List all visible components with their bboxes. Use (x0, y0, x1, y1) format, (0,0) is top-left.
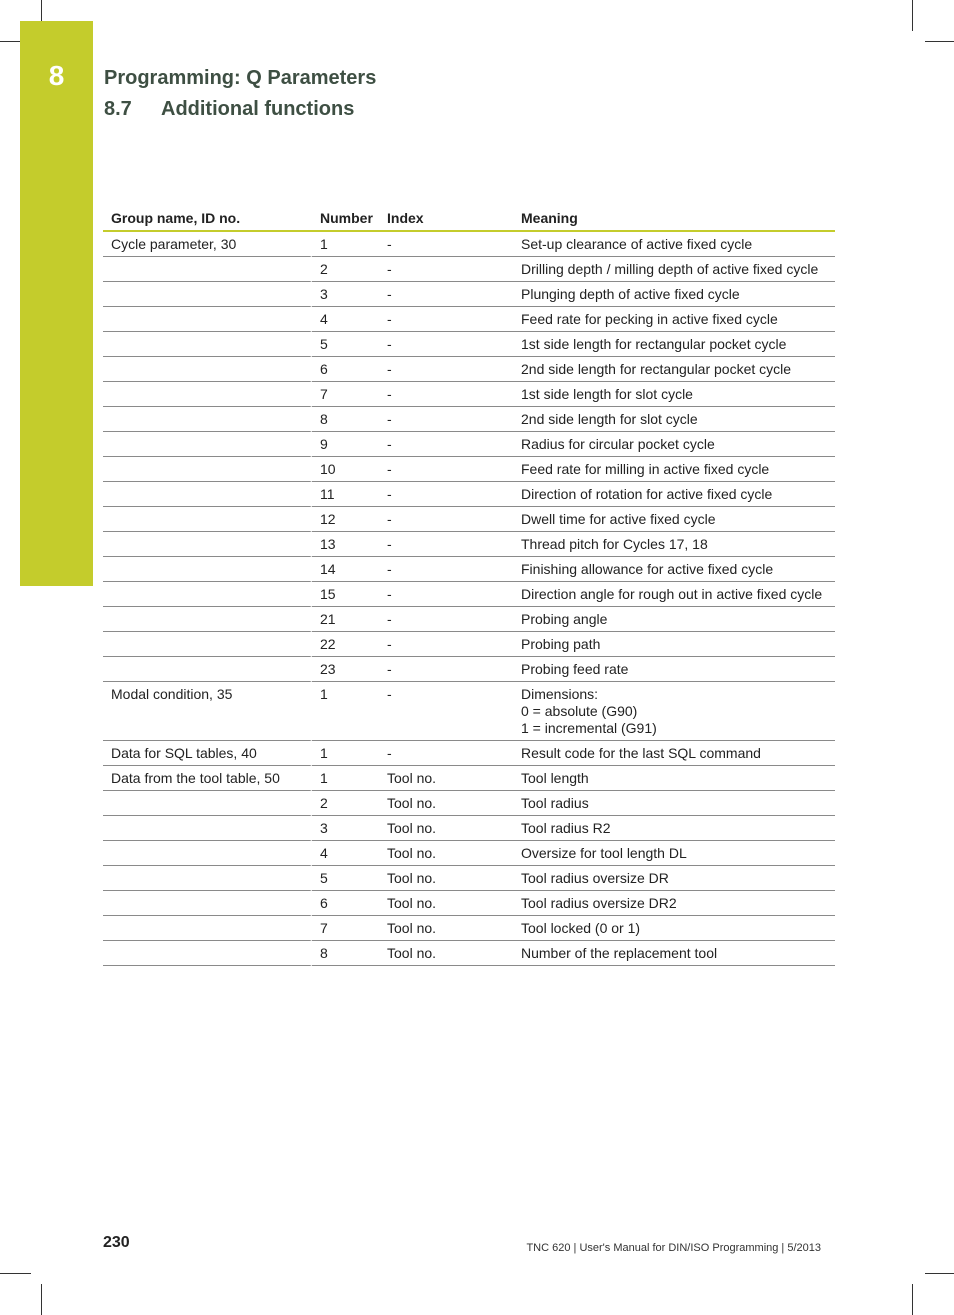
cell-group-name (103, 657, 312, 682)
cell-line: 8 (320, 945, 328, 961)
section-title: Additional functions (161, 98, 355, 120)
table-row (103, 432, 835, 457)
cell-number (312, 307, 379, 332)
cell-number (312, 382, 379, 407)
table-header-row (103, 206, 835, 232)
cell-index (379, 891, 513, 916)
cell-meaning (513, 257, 835, 282)
cell-group-name (103, 941, 312, 966)
table-body (103, 232, 835, 966)
crop-mark (925, 1273, 954, 1274)
cell-line: Probing path (521, 636, 601, 652)
cell-number (312, 866, 379, 891)
crop-mark (0, 1273, 31, 1274)
cell-group-name (103, 407, 312, 432)
cell-line: 12 (320, 511, 336, 527)
footer-text: TNC 620 | User's Manual for DIN/ISO Programming | 5/2013 (526, 1242, 821, 1254)
cell-group-name (103, 232, 312, 257)
cell-line: Plunging depth of active fixed cycle (521, 286, 740, 302)
cell-line: 2 (320, 261, 328, 277)
cell-meaning (513, 766, 835, 791)
cell-group-name (103, 607, 312, 632)
cell-number (312, 791, 379, 816)
cell-index (379, 482, 513, 507)
table-row (103, 557, 835, 582)
cell-number (312, 816, 379, 841)
cell-line: Tool no. (387, 795, 437, 811)
cell-number (312, 457, 379, 482)
cell-group-name (103, 282, 312, 307)
cell-line: Tool radius R2 (521, 820, 611, 836)
cell-number (312, 891, 379, 916)
cell-meaning (513, 657, 835, 682)
cell-group-name (103, 307, 312, 332)
cell-line: 9 (320, 436, 328, 452)
cell-group-name (103, 866, 312, 891)
cell-line: 5 (320, 336, 328, 352)
cell-line: 22 (320, 636, 336, 652)
cell-number (312, 766, 379, 791)
cell-line: Data for SQL tables, 40 (111, 745, 257, 761)
cell-line: 1st side length for slot cycle (521, 386, 693, 402)
cell-line: Modal condition, 35 (111, 686, 233, 702)
table-row (103, 766, 835, 791)
cell-line: 3 (320, 820, 328, 836)
cell-index (379, 841, 513, 866)
section-number: 8.7 (104, 98, 132, 120)
cell-index (379, 791, 513, 816)
cell-number (312, 557, 379, 582)
cell-meaning (513, 741, 835, 766)
cell-group-name (103, 332, 312, 357)
cell-line: 3 (320, 286, 328, 302)
cell-meaning (513, 557, 835, 582)
cell-line: - (387, 745, 392, 761)
cell-group-name (103, 507, 312, 532)
cell-number (312, 507, 379, 532)
table-row (103, 866, 835, 891)
cell-group-name (103, 766, 312, 791)
cell-line: 6 (320, 895, 328, 911)
cell-line: - (387, 411, 392, 427)
table-row (103, 257, 835, 282)
cell-meaning (513, 632, 835, 657)
cell-group-name (103, 816, 312, 841)
cell-number (312, 282, 379, 307)
cell-group-name (103, 791, 312, 816)
table-row (103, 841, 835, 866)
cell-line: Finishing allowance for active fixed cycle (521, 561, 774, 577)
cell-index (379, 357, 513, 382)
cell-index (379, 941, 513, 966)
cell-index (379, 307, 513, 332)
cell-line: Direction of rotation for active fixed cycle (521, 486, 773, 502)
cell-line: Tool no. (387, 870, 437, 886)
cell-line: 2nd side length for slot cycle (521, 411, 698, 427)
chapter-title: Programming: Q Parameters (104, 67, 377, 89)
cell-line: Tool no. (387, 820, 437, 836)
cell-meaning (513, 607, 835, 632)
cell-line: 1 (320, 686, 328, 702)
table-row (103, 482, 835, 507)
cell-number (312, 332, 379, 357)
cell-meaning (513, 457, 835, 482)
cell-line: Tool no. (387, 845, 437, 861)
cell-line: 1st side length for rectangular pocket cycle (521, 336, 787, 352)
cell-meaning (513, 582, 835, 607)
cell-meaning (513, 791, 835, 816)
cell-group-name (103, 357, 312, 382)
cell-group-name (103, 382, 312, 407)
cell-line: - (387, 561, 392, 577)
cell-index (379, 332, 513, 357)
cell-number (312, 941, 379, 966)
cell-meaning (513, 816, 835, 841)
cell-line: Tool length (521, 770, 589, 786)
cell-index (379, 507, 513, 532)
cell-line: Tool no. (387, 895, 437, 911)
cell-line: - (387, 361, 392, 377)
cell-line: Probing feed rate (521, 661, 629, 677)
cell-line: 21 (320, 611, 336, 627)
cell-line: - (387, 611, 392, 627)
cell-index (379, 382, 513, 407)
cell-line: Number of the replacement tool (521, 945, 718, 961)
cell-meaning (513, 332, 835, 357)
cell-line: - (387, 661, 392, 677)
cell-index (379, 866, 513, 891)
cell-group-name (103, 916, 312, 941)
cell-index (379, 682, 513, 741)
page-number: 230 (103, 1234, 130, 1251)
cell-line: 8 (320, 411, 328, 427)
cell-line: - (387, 636, 392, 652)
table-row (103, 357, 835, 382)
table-row (103, 582, 835, 607)
table-row (103, 682, 835, 741)
cell-group-name (103, 532, 312, 557)
table-row (103, 307, 835, 332)
cell-line: Tool radius oversize DR2 (521, 895, 677, 911)
crop-mark (912, 0, 913, 31)
cell-index (379, 741, 513, 766)
cell-number (312, 682, 379, 741)
cell-number (312, 741, 379, 766)
cell-index (379, 557, 513, 582)
cell-line: - (387, 311, 392, 327)
table-row (103, 532, 835, 557)
crop-mark (41, 1284, 42, 1315)
header-index: Index (379, 206, 513, 232)
cell-line: 4 (320, 845, 328, 861)
table-row (103, 607, 835, 632)
table-row (103, 407, 835, 432)
cell-line: Result code for the last SQL command (521, 745, 761, 761)
cell-number (312, 607, 379, 632)
cell-meaning (513, 357, 835, 382)
cell-meaning (513, 407, 835, 432)
table-row (103, 282, 835, 307)
cell-line: 1 (320, 770, 328, 786)
table-row (103, 332, 835, 357)
table-row (103, 632, 835, 657)
cell-line: 2nd side length for rectangular pocket cycle (521, 361, 792, 377)
cell-meaning (513, 232, 835, 257)
cell-group-name (103, 557, 312, 582)
table-row (103, 741, 835, 766)
cell-group-name (103, 741, 312, 766)
cell-line: 7 (320, 386, 328, 402)
cell-group-name (103, 682, 312, 741)
cell-line: 23 (320, 661, 336, 677)
cell-line: Tool locked (0 or 1) (521, 920, 641, 936)
cell-line: - (387, 261, 392, 277)
cell-meaning (513, 382, 835, 407)
crop-mark (925, 41, 954, 42)
cell-number (312, 632, 379, 657)
cell-line: Tool radius (521, 795, 589, 811)
cell-line: Data from the tool table, 50 (111, 770, 280, 786)
cell-line: - (387, 511, 392, 527)
cell-line: 1 (320, 745, 328, 761)
cell-meaning (513, 941, 835, 966)
cell-index (379, 457, 513, 482)
cell-line: Dimensions: (521, 686, 599, 702)
cell-line: Drilling depth / milling depth of active fixed cycle (521, 261, 819, 277)
crop-mark (0, 41, 21, 42)
chapter-number: 8 (48, 60, 65, 91)
cell-line: - (387, 486, 392, 502)
cell-line: - (387, 336, 392, 352)
cell-meaning (513, 841, 835, 866)
cell-line: Probing angle (521, 611, 608, 627)
table-row (103, 457, 835, 482)
cell-meaning (513, 866, 835, 891)
cell-line: Dwell time for active fixed cycle (521, 511, 716, 527)
header-number: Number (312, 206, 379, 232)
cell-line: Set-up clearance of active fixed cycle (521, 236, 753, 252)
cell-line: 2 (320, 795, 328, 811)
cell-meaning (513, 682, 835, 741)
cell-number (312, 916, 379, 941)
cell-line: 4 (320, 311, 328, 327)
cell-number (312, 657, 379, 682)
cell-meaning (513, 916, 835, 941)
cell-line: 6 (320, 361, 328, 377)
cell-meaning (513, 282, 835, 307)
cell-number (312, 357, 379, 382)
cell-line: - (387, 386, 392, 402)
cell-meaning (513, 532, 835, 557)
cell-line: Radius for circular pocket cycle (521, 436, 715, 452)
header-group-name: Group name, ID no. (103, 206, 312, 232)
cell-number (312, 232, 379, 257)
cell-meaning (513, 507, 835, 532)
cell-line: Tool no. (387, 920, 437, 936)
cell-group-name (103, 891, 312, 916)
cell-number (312, 407, 379, 432)
cell-group-name (103, 482, 312, 507)
cell-line: 0 = absolute (G90) (521, 703, 638, 719)
table-row (103, 891, 835, 916)
table-row (103, 382, 835, 407)
cell-meaning (513, 432, 835, 457)
cell-meaning (513, 891, 835, 916)
cell-line: 7 (320, 920, 328, 936)
cell-number (312, 482, 379, 507)
cell-index (379, 407, 513, 432)
cell-group-name (103, 432, 312, 457)
cell-line: Thread pitch for Cycles 17, 18 (521, 536, 708, 552)
cell-group-name (103, 632, 312, 657)
cell-index (379, 816, 513, 841)
cell-group-name (103, 457, 312, 482)
cell-index (379, 607, 513, 632)
table-row (103, 657, 835, 682)
cell-line: - (387, 536, 392, 552)
cell-group-name (103, 841, 312, 866)
cell-number (312, 432, 379, 457)
cell-line: Tool radius oversize DR (521, 870, 669, 886)
cell-line: 13 (320, 536, 336, 552)
cell-line: Feed rate for milling in active fixed cycle (521, 461, 770, 477)
q-parameter-table (103, 206, 835, 966)
cell-index (379, 632, 513, 657)
cell-index (379, 916, 513, 941)
cell-line: 1 (320, 236, 328, 252)
table-row (103, 791, 835, 816)
cell-number (312, 257, 379, 282)
cell-line: 15 (320, 586, 336, 602)
cell-line: - (387, 236, 392, 252)
cell-index (379, 657, 513, 682)
cell-line: 5 (320, 870, 328, 886)
cell-line: Direction angle for rough out in active fixed cycle (521, 586, 823, 602)
header-meaning: Meaning (513, 206, 835, 232)
cell-number (312, 582, 379, 607)
cell-index (379, 282, 513, 307)
cell-meaning (513, 482, 835, 507)
cell-meaning (513, 307, 835, 332)
cell-group-name (103, 582, 312, 607)
cell-line: - (387, 686, 392, 702)
cell-index (379, 257, 513, 282)
cell-line: 14 (320, 561, 336, 577)
cell-line: Tool no. (387, 770, 437, 786)
cell-line: Tool no. (387, 945, 437, 961)
cell-group-name (103, 257, 312, 282)
cell-index (379, 582, 513, 607)
cell-line: 1 = incremental (G91) (521, 720, 657, 736)
cell-number (312, 532, 379, 557)
cell-line: Feed rate for pecking in active fixed cycle (521, 311, 778, 327)
cell-line: Cycle parameter, 30 (111, 236, 237, 252)
cell-line: - (387, 436, 392, 452)
cell-line: 11 (320, 486, 335, 502)
section-title-row (104, 98, 354, 121)
cell-index (379, 232, 513, 257)
table-row (103, 507, 835, 532)
cell-line: - (387, 586, 392, 602)
cell-index (379, 532, 513, 557)
cell-line: Oversize for tool length DL (521, 845, 687, 861)
cell-index (379, 766, 513, 791)
cell-line: - (387, 286, 392, 302)
chapter-sidebar-tab (20, 21, 93, 586)
table-row (103, 816, 835, 841)
cell-line: 10 (320, 461, 336, 477)
cell-index (379, 432, 513, 457)
crop-mark (912, 1284, 913, 1315)
table-row (103, 232, 835, 257)
crop-mark (41, 0, 42, 21)
cell-line: - (387, 461, 392, 477)
table-row (103, 916, 835, 941)
cell-number (312, 841, 379, 866)
table-row (103, 941, 835, 966)
